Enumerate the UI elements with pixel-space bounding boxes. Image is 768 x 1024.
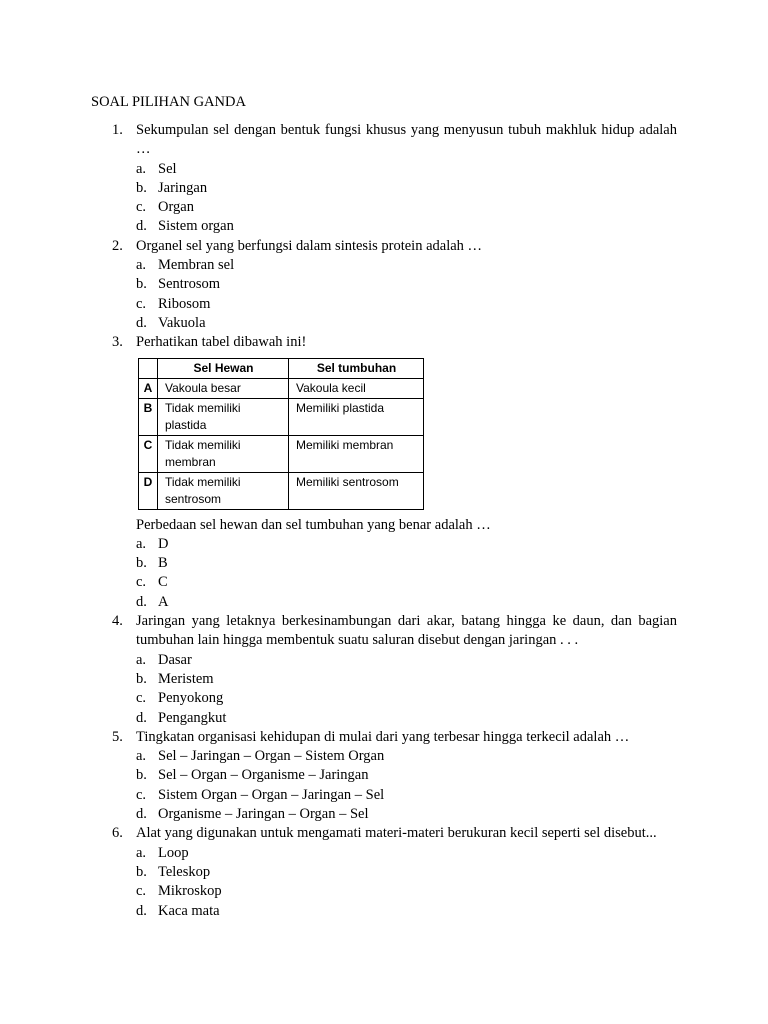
option-a: [136, 651, 677, 670]
option-letter: a.: [136, 535, 147, 552]
table-row: [139, 435, 424, 472]
question-text: Alat yang digunakan untuk mengamati materi-materi berukuran kecil seperti sel disebut...: [136, 825, 657, 842]
question-number: 2.: [112, 237, 123, 254]
option-text: Sentrosom: [158, 276, 221, 293]
question-text: Organel sel yang berfungsi dalam sintesis protein adalah …: [136, 237, 483, 254]
page-title: SOAL PILIHAN GANDA: [91, 94, 246, 110]
table-row: [139, 378, 424, 398]
table-row: [139, 472, 424, 509]
table-cell: Tidak memiliki sentrosom: [158, 472, 289, 509]
option-letter: c.: [136, 199, 147, 216]
question-text: Sekumpulan sel dengan bentuk fungsi khusus yang menyusun tubuh makhluk hidup adalah …: [136, 122, 677, 158]
option-c: [136, 882, 677, 901]
option-letter: c.: [136, 690, 147, 707]
option-d: [136, 709, 677, 728]
comparison-table-wrapper: [138, 358, 677, 510]
comparison-table: [138, 358, 424, 510]
option-letter: a.: [136, 748, 147, 765]
option-text: Penyokong: [158, 690, 224, 707]
question-4: [0, 612, 677, 728]
option-list: [136, 747, 677, 824]
option-text: Organisme – Jaringan – Organ – Sel: [158, 806, 369, 823]
row-label: D: [139, 472, 158, 509]
question-number: 4.: [112, 613, 123, 630]
question-stem: Perbedaan sel hewan dan sel tumbuhan yang benar adalah …: [136, 516, 491, 533]
option-text: Mikroskop: [158, 883, 222, 900]
option-d: [136, 593, 677, 612]
option-letter: c.: [136, 574, 147, 591]
table-cell: Vakoula kecil: [289, 378, 424, 398]
option-b: [136, 766, 677, 785]
option-b: [136, 275, 677, 294]
question-list: [0, 121, 768, 921]
option-text: Sel: [158, 160, 177, 177]
question-2: [0, 237, 677, 333]
option-b: [136, 554, 677, 573]
option-text: B: [158, 555, 168, 572]
option-text: Kaca mata: [158, 902, 220, 919]
table-header-cell: [139, 358, 158, 378]
option-text: Ribosom: [158, 295, 211, 312]
option-text: Sistem Organ – Organ – Jaringan – Sel: [158, 786, 385, 803]
table-cell: Tidak memiliki plastida: [158, 398, 289, 435]
option-text: Meristem: [158, 670, 214, 687]
question-number: 1.: [112, 122, 123, 138]
row-label: B: [139, 398, 158, 435]
question-number: 3.: [112, 334, 123, 351]
option-c: [136, 689, 677, 708]
option-b: [136, 179, 677, 198]
option-letter: d.: [136, 314, 147, 331]
table-cell: Memiliki plastida: [289, 398, 424, 435]
row-label: C: [139, 435, 158, 472]
table-header-row: [139, 358, 424, 378]
option-c: [136, 295, 677, 314]
option-list: [136, 160, 677, 237]
option-letter: a.: [136, 651, 147, 668]
option-text: Vakuola: [158, 314, 206, 331]
option-d: [136, 805, 677, 824]
option-a: [136, 256, 677, 275]
option-c: [136, 573, 677, 592]
option-text: Loop: [158, 844, 189, 861]
table-cell: Memiliki sentrosom: [289, 472, 424, 509]
question-number: 5.: [112, 728, 123, 745]
table-cell: Tidak memiliki membran: [158, 435, 289, 472]
question-6: [0, 824, 677, 920]
option-b: [136, 863, 677, 882]
option-letter: b.: [136, 276, 147, 293]
option-a: [136, 535, 677, 554]
option-letter: d.: [136, 593, 147, 610]
option-text: A: [158, 593, 169, 610]
option-list: [136, 535, 677, 612]
question-3: [0, 333, 677, 612]
option-text: C: [158, 574, 168, 591]
option-d: [136, 217, 677, 236]
table-row: [139, 398, 424, 435]
table-cell: Vakoula besar: [158, 378, 289, 398]
option-letter: b.: [136, 863, 147, 880]
option-text: Organ: [158, 199, 194, 216]
option-text: Sel – Organ – Organisme – Jaringan: [158, 767, 369, 784]
option-text: Membran sel: [158, 257, 235, 274]
question-text: Tingkatan organisasi kehidupan di mulai dari yang terbesar hingga terkecil adalah …: [136, 728, 630, 745]
question-5: [0, 728, 677, 824]
option-letter: d.: [136, 709, 147, 726]
option-c: [136, 786, 677, 805]
option-letter: b.: [136, 179, 147, 196]
option-letter: d.: [136, 806, 147, 823]
option-b: [136, 670, 677, 689]
table-header-cell: Sel Hewan: [158, 358, 289, 378]
question-text: Perhatikan tabel dibawah ini!: [136, 334, 307, 351]
option-text: Jaringan: [158, 179, 208, 196]
option-letter: b.: [136, 670, 147, 687]
question-number: 6.: [112, 825, 123, 842]
question-text: Jaringan yang letaknya berkesinambungan dari akar, batang hingga ke daun, dan bagian tumbuhan lain hingga membentuk suatu saluran disebut dengan jaringan . . .: [136, 613, 677, 649]
option-list: [136, 844, 677, 921]
option-d: [136, 314, 677, 333]
question-1: [0, 121, 677, 237]
row-label: A: [139, 378, 158, 398]
option-a: [136, 844, 677, 863]
option-text: Sel – Jaringan – Organ – Sistem Organ: [158, 748, 385, 765]
option-letter: a.: [136, 844, 147, 861]
option-letter: c.: [136, 295, 147, 312]
option-list: [136, 651, 677, 728]
option-letter: b.: [136, 555, 147, 572]
option-letter: b.: [136, 767, 147, 784]
table-cell: Memiliki membran: [289, 435, 424, 472]
option-a: [136, 160, 677, 179]
option-letter: c.: [136, 883, 147, 900]
option-text: Dasar: [158, 651, 192, 668]
option-list: [136, 256, 677, 333]
option-d: [136, 902, 677, 921]
option-letter: c.: [136, 786, 147, 803]
option-text: D: [158, 535, 169, 552]
option-c: [136, 198, 677, 217]
option-letter: a.: [136, 160, 147, 177]
option-text: Sistem organ: [158, 218, 234, 235]
table-header-cell: Sel tumbuhan: [289, 358, 424, 378]
option-a: [136, 747, 677, 766]
option-text: Pengangkut: [158, 709, 227, 726]
option-letter: a.: [136, 257, 147, 274]
option-letter: d.: [136, 902, 147, 919]
option-letter: d.: [136, 218, 147, 235]
option-text: Teleskop: [158, 863, 211, 880]
